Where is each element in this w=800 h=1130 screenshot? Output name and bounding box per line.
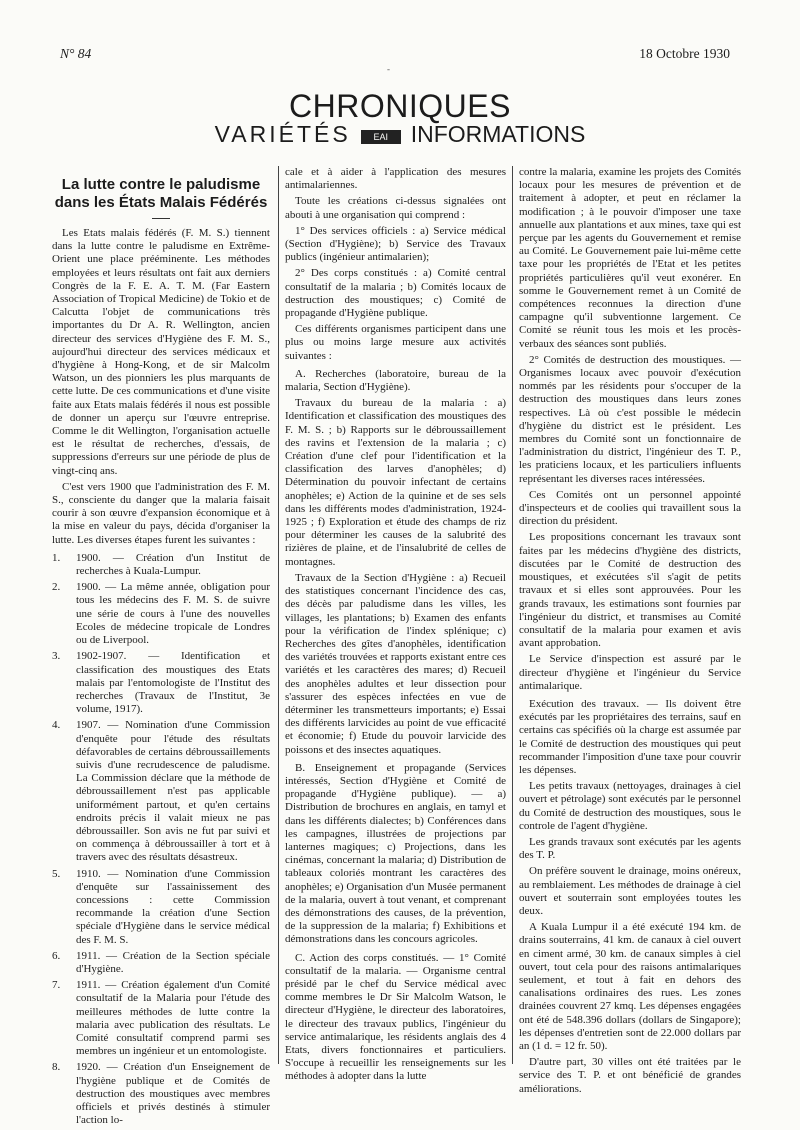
list-text: 1911. — Création de la Section spéciale d'Hygiène. bbox=[76, 949, 270, 975]
column-3 bbox=[519, 166, 741, 1099]
list-item bbox=[52, 950, 270, 976]
list-number: 4. bbox=[52, 719, 61, 732]
list-text: 1907. — Nomination d'une Commission d'enquête pour l'étude des résultats défavorables de certains débroussaillements suivis d'une recrudescence de paludisme. La Commission déclare que la méthode de débroussaillement n'est pas applicable uniformément partout, et qu'en certains endroits précis il valait mieux ne pas débroussailler. Son avis ne fut par suivi et on commença à débroussailler à tort et à travers avec des résultats désastreux. bbox=[76, 719, 270, 864]
list-item bbox=[52, 650, 270, 716]
list-number: 2. bbox=[52, 581, 61, 594]
paragraph: Ces Comités ont un personnel appointé d'inspecteurs et de coolies qui travaillent sous la direction du président. bbox=[519, 488, 741, 528]
paragraph: Les grands travaux sont exécutés par les agents des T. P. bbox=[519, 835, 741, 862]
column-2 bbox=[285, 166, 506, 1087]
ornament-logo: EAI bbox=[361, 130, 401, 144]
paragraph: On préfère souvent le drainage, moins onéreux, au remblaiement. Les méthodes de drainage à ciel ouvert et souterrain sont employées toutes les deux. bbox=[519, 865, 741, 917]
list-number: 5. bbox=[52, 867, 61, 880]
list-number: 6. bbox=[52, 949, 61, 962]
paragraph: Les petits travaux (nettoyages, drainages à ciel ouvert et pétrolage) sont exécutés par le personnel du Comité de destruction des moustiques, sous le controle de l'agent d'hygiène. bbox=[519, 780, 741, 832]
varietes-word: VARIÉTÉS bbox=[214, 121, 351, 147]
paragraph: Les Etats malais fédérés (F. M. S.) tiennent dans la lutte contre le paludisme en Extrême-Orient une place prééminente. Les méthodes employées et leurs résultats ont fait aux derniers Congrès de la F. E. A. T. M. (Far Eastern Association of Tropical Medicine) de Tokio et de Calcutta l'objet de communications très importantes du Dr A. R. Wellington, ancien directeur des services d'Hygiène des F. M. S., aujourd'hui directeur des services médicaux et d'hygiène à Hong-Kong, et de sir Malcolm Watson, un des pionniers les plus marquants de cette lutte. De ces communications et d'une visite faite aux Etats malais fédérés il nous est possible de donner un aperçu sur l'œuvre entreprise. Comme le dit Wellington, l'organisation actuelle est le résultat de recherches, d'essais, de suppressions d'erreurs sur une période de plus de vingt-cinq ans. bbox=[52, 227, 270, 477]
article-title-line-1: La lutte contre le paludisme bbox=[61, 176, 261, 193]
paragraph: contre la malaria, examine les projets des Comités locaux pour les mesures de prévention et de traitement à adopter, et peut en réclamer la modification ; à le pouvoir d'imposer une taxe annuelle aux plantations et aux mines, taxe qui est perçue par les agents du Gouvernement et remise au Comité. Le Gouvernement paie lui-même cette taxe pour les propriétés de l'Etat et les petites propriétés particulières qu'il veut exonérer. En somme le Gouvernement remet à un Comité de compétences reconnues la direction d'une campagne qu'il subventionne largement. Ce Comité se réunit tous les mois et les procès-verbaux des séances sont publiés. bbox=[519, 166, 741, 350]
list-item bbox=[52, 581, 270, 647]
paragraph: Toute les créations ci-dessus signalées ont abouti à une organisation qui comprend : bbox=[285, 195, 506, 221]
list-item bbox=[52, 719, 270, 864]
section-subtitle bbox=[0, 121, 800, 148]
paragraph: 2° Des corps constitués : a) Comité central consultatif de la malaria ; b) Comités locaux de destruction des moustiques; c) Comité de propagande d'Hygiène publique. bbox=[285, 267, 506, 320]
list-number: 3. bbox=[52, 650, 61, 663]
paragraph: Travaux de la Section d'Hygiène : a) Recueil des statistiques concernant l'incidence des cas, des décès par paludisme dans les villes, les villages, les plantations; b) Examen des enfants pour la vérification de l'index splénique; c) Recherches des gîtes d'anophèles, identification des variétés trouvées et rapports existant entre ces variétés et les caractères des mares; d) Recueil des anophèles adultes et leur dissection pour s'assurer des espèces infectées en vue de déterminer les transmetteurs importants; e) Essai des différents larvicides au point de vue efficacité et économie; f) Etude du pouvoir larvicide des poissons et des insectes aquatiques. bbox=[285, 571, 506, 756]
list-text: 1911. — Création également d'un Comité consultatif de la Malaria pour l'étude des meilleures méthodes de lutte contre la malaria avec publication des résultats. Le Comité consultatif comprend parmi ses membres un ingénieur et un entomologiste. bbox=[76, 979, 270, 1058]
paragraph: Le Service d'inspection est assuré par le directeur d'hygiène et l'ingénieur du Service antimalarique. bbox=[519, 653, 741, 692]
list-number: 7. bbox=[52, 979, 61, 992]
title-divider bbox=[152, 218, 170, 219]
list-text: 1900. — Création d'un Institut de recherches à Kuala-Lumpur. bbox=[76, 551, 270, 578]
column-1 bbox=[52, 173, 270, 1130]
list-item bbox=[52, 552, 270, 578]
page-mark: - bbox=[387, 64, 390, 74]
list-text: 1920. — Création d'un Enseignement de l'hygiène publique et de Comités de destruction des moustiques avec membres officiels et privés destinés à stimuler l'action lo- bbox=[76, 1061, 270, 1127]
column-rule-right bbox=[512, 166, 513, 1064]
paragraph: A Kuala Lumpur il a été exécuté 194 km. de drains souterrains, 41 km. de canaux à ciel ouvert en ciment armé, 30 km. de canaux simples à ciel ouvert, tout cela pour des raisons antimalariques seulement, et tout à fait en dehors des canalisations ordinaires des rues. Les zones drainées couvrent 27 kmq. Les dépenses engagées ont été de 548.396 dollars (dollars de Singapore); les dépenses d'entretien sont de 22.000 dollars par an (1 d. = 12 fr. 50). bbox=[519, 921, 741, 1052]
paragraph: Exécution des travaux. — Ils doivent être exécutés par les propriétaires des terrains, sauf en certains cas spécifiés où la charge est assumée par le Comité de destruction des moustiques qui peut recommander l'imposition d'une taxe pour couvrir les dépenses. bbox=[519, 697, 741, 776]
paragraph: 2° Comités de destruction des moustiques. — Organismes locaux avec pouvoir d'exécution nommés par les résidents pour s'occuper de la destruction des moustiques dans leurs zones respectives. Là où c'est possible le médecin d'hygiène du district est le président. Les membres du Comité sont un fonctionnaire de l'administration du district, l'ingénieur des T. P., les praticiens locaux, et les particuliers influents représentant les diverses races intéressées. bbox=[519, 353, 741, 485]
section-title: CHRONIQUES bbox=[289, 88, 511, 124]
paragraph: Travaux du bureau de la malaria : a) Identification et classification des moustiques des F. M. S. ; b) Rapports sur le débroussaillement des ravins et l'extension de la malaria ; c) Création d'une clef pour l'identification et la classification des larves d'anophèles; d) Détermination du pouvoir infectant de certains anophèles; e) Action de la quinine et de ses sels dans les différents modes d'administration, 1924-1925 ; f) Exploration et étude des champs de riz pour déterminer les causes de la salubrité des rizières de plaine, et de l'insalubrité de celles de montagnes. bbox=[285, 397, 506, 568]
paragraph: B. Enseignement et propagande (Services intéressés, Section d'Hygiène et Comité de propagande d'Hygiène publique). — a) Distribution de brochures en anglais, en tamyl et dans les différents dialectes; b) Conférences dans les campagnes, illustrées de projections par lanternes magiques; c) Projections, dans les cinémas, concernant la malaria; d) Distribution de tableaux coloriés montrant les caractères des anophèles; e) Organisation d'un Musée permanent de la malaria, ouvert à tout venant, et comprenant des démonstrations des causes, de la prévention, de la suppression de la malaria; f) Exhibitions et démonstrations dans les concours agricoles. bbox=[285, 761, 506, 946]
paragraph: 1° Des services officiels : a) Service médical (Section d'Hygiène); b) Service des Travaux publics (ingénieur antimalarien); bbox=[285, 224, 506, 264]
paragraph: cale et à aider à l'application des mesures antimalariennes. bbox=[285, 166, 506, 192]
issue-date: 18 Octobre 1930 bbox=[639, 46, 730, 61]
list-number: 8. bbox=[52, 1061, 61, 1074]
list-item bbox=[52, 868, 270, 947]
paragraph: C'est vers 1900 que l'administration des F. M. S., consciente du danger que la malaria faisait courir à son œuvre d'expansion économique et à la mise en valeur du pays, décida d'organiser la lutte. Les diverses étapes furent les suivantes : bbox=[52, 480, 270, 546]
paragraph: Ces différents organismes participent dans une plus ou moins large mesure aux activités suivantes : bbox=[285, 323, 506, 362]
list-text: 1902-1907. — Identification et classification des moustiques des Etats malais par l'entomologiste de l'Institut des recherches (Travaux de l'Institut, 3e volume, 1917). bbox=[76, 650, 270, 716]
paragraph: Les propositions concernant les travaux sont faites par les médecins d'hygiène des districts, discutées par le Comité de destruction des moustiques, et exécutées s'il s'agit de petits travaux et si elles sont approuvées. Pour les grands travaux, les estimations sont fournies par l'ingénieur du district, et transmises au Comité consultatif de la malaria pour examen et avis avant approbation. bbox=[519, 531, 741, 650]
informations-word: INFORMATIONS bbox=[410, 121, 586, 147]
list-number: 1. bbox=[52, 551, 61, 564]
paragraph: A. Recherches (laboratoire, bureau de la malaria, Section d'Hygiène). bbox=[285, 367, 506, 394]
list-item bbox=[52, 979, 270, 1058]
issue-number: N° 84 bbox=[60, 46, 92, 61]
article-title-line-2: dans les États Malais Fédérés bbox=[54, 194, 268, 211]
article-title bbox=[52, 176, 270, 212]
paragraph: D'autre part, 30 villes ont été traitées par le service des T. P. et ont bénéficié de grandes améliorations. bbox=[519, 1056, 741, 1095]
column-rule-left bbox=[278, 166, 279, 1064]
list-text: 1900. — La même année, obligation pour tous les médecins des F. M. S. de suivre une série de cours à l'une des nouvelles Ecoles de médecine tropicale de Londres ou de Liverpool. bbox=[76, 581, 270, 647]
list-text: 1910. — Nomination d'une Commission d'enquête sur l'assainissement des concessions : cette Commission recommande la création d'une Section spéciale d'Hygiène dans le service médical des F. M. S. bbox=[76, 867, 270, 946]
paragraph: C. Action des corps constitués. — 1° Comité consultatif de la malaria. — Organisme central présidé par le chef du Service médical avec comme membres le Dr Sir Malcolm Watson, le directeur d'Hygiène, le directeur des laboratoires, le directeur des travaux publics, l'ingénieur du service antimalarique, les résidents anglais des 4 Etats, divers fonctionnaires et particuliers. S'occupe à recueillir les renseignements sur les méthodes à adopter dans la lutte bbox=[285, 951, 506, 1083]
list-item bbox=[52, 1061, 270, 1127]
milestones-list bbox=[52, 552, 270, 1128]
